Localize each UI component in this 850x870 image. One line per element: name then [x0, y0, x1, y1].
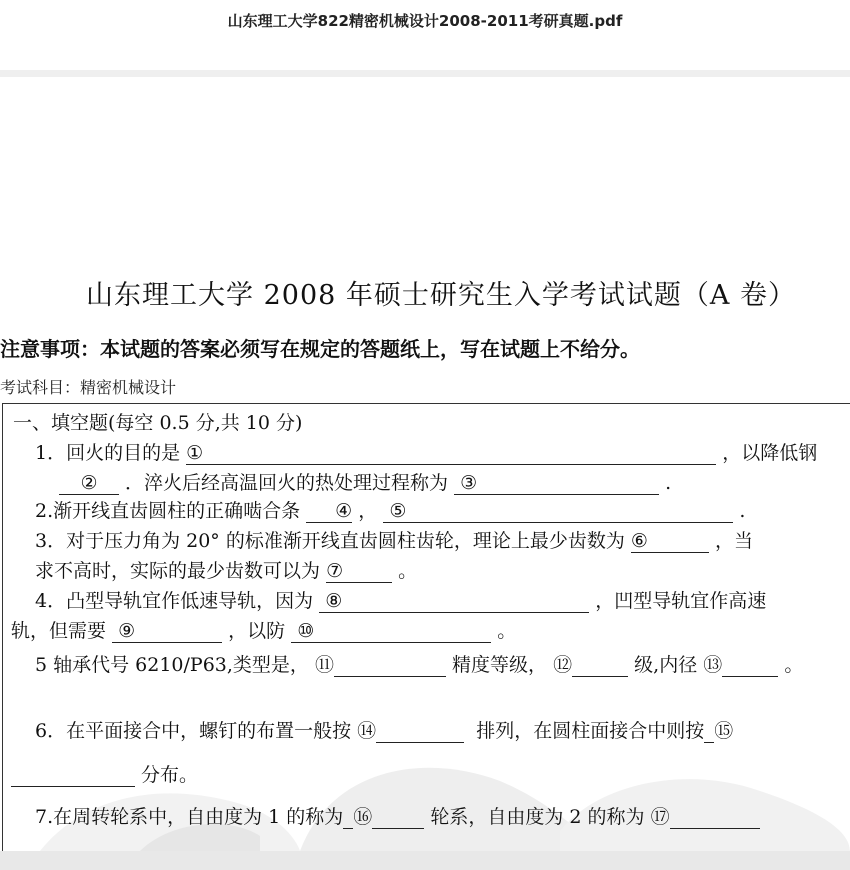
- q7-text-a: 7.在周转轮系中，自由度为 1 的称为: [35, 806, 344, 828]
- q5-text-c: 级,内径: [634, 654, 698, 676]
- question-1-line-2: [59, 468, 671, 495]
- q3-text-d: 。: [398, 560, 418, 582]
- blank-16: [372, 806, 424, 829]
- q4-text-a: 4．凸型导轨宜作低速导轨，因为: [35, 590, 314, 612]
- q4-text-c: 轨，但需要: [11, 620, 107, 642]
- question-3-line-1: [35, 526, 753, 553]
- q3-text-c: 求不高时，实际的最少齿数可以为: [35, 560, 321, 582]
- q4-text-e: 。: [497, 620, 517, 642]
- notice-text: 注意事项：本试题的答案必须写在规定的答题纸上，写在试题上不给分。: [0, 337, 640, 361]
- question-box: [2, 403, 850, 851]
- blank-13: [722, 654, 778, 677]
- blank-15-lead: [704, 720, 714, 743]
- exam-title: 山东理工大学 2008 年硕士研究生入学考试试题（A 卷）: [86, 280, 796, 311]
- blank-17: [670, 806, 760, 829]
- q4-text-b: ，凹型导轨宜作高速: [595, 590, 767, 612]
- q4-text-d: ，以防: [228, 620, 286, 642]
- blank-13-number: ⑬: [703, 654, 723, 676]
- blank-4-number: ④: [335, 500, 353, 522]
- q6-text-a: 6．在平面接合中，螺钉的布置一般按: [35, 720, 352, 742]
- question-2: [35, 496, 745, 523]
- blank-1-number: ①: [186, 442, 204, 464]
- q3-text-b: ，当: [714, 530, 753, 552]
- pdf-page: [0, 77, 850, 851]
- blank-5: [383, 500, 733, 523]
- blank-15: [11, 764, 135, 787]
- blank-6: [631, 530, 709, 553]
- blank-7-number: ⑦: [326, 560, 344, 582]
- blank-14-number: ⑭: [357, 720, 377, 742]
- blank-17-number: ⑰: [650, 806, 670, 828]
- exam-subject: 考试科目：精密机械设计: [0, 378, 177, 397]
- blank-16-number: ⑯: [353, 806, 373, 828]
- blank-10-number: ⑩: [297, 620, 315, 642]
- question-4-line-1: [35, 586, 766, 613]
- q1-text-b: ，以降低钢: [722, 442, 818, 464]
- blank-11: [334, 654, 446, 677]
- blank-14: [376, 720, 464, 743]
- q1-text-d: .: [665, 472, 672, 494]
- question-6-line-2: [11, 760, 198, 787]
- q2-text-c: .: [739, 500, 746, 522]
- question-6-line-1: [35, 716, 733, 743]
- blank-3-number: ③: [460, 472, 478, 494]
- blank-2: [59, 472, 119, 495]
- question-4-line-2: [11, 616, 516, 643]
- q7-text-b: 轮系，自由度为 2 的称为: [430, 806, 645, 828]
- q5-text-d: 。: [784, 654, 804, 676]
- file-title: 山东理工大学822精密机械设计2008-2011考研真题.pdf: [227, 12, 623, 30]
- question-1-line-1: [35, 438, 817, 465]
- blank-3: [454, 472, 659, 495]
- q6-text-b: 排列，在圆柱面接合中则按: [476, 720, 705, 742]
- blank-11-number: ⑪: [314, 654, 334, 676]
- q1-text-c: ．淬火后经高温回火的热处理过程称为: [125, 472, 449, 494]
- blank-5-number: ⑤: [389, 500, 407, 522]
- blank-10: [291, 620, 491, 643]
- question-7: [35, 802, 760, 829]
- blank-4: [306, 500, 352, 523]
- blank-7: [326, 560, 392, 583]
- blank-6-number: ⑥: [630, 530, 648, 552]
- blank-8: [319, 590, 589, 613]
- blank-1: [186, 442, 716, 465]
- q2-text-b: ，: [358, 500, 378, 522]
- question-3-line-2: [35, 556, 417, 583]
- blank-8-number: ⑧: [325, 590, 343, 612]
- blank-2-number: ②: [80, 472, 98, 494]
- q5-text-a: 5 轴承代号 6210/P63,类型是，: [35, 654, 309, 676]
- viewer-title-bar: [0, 0, 850, 70]
- q2-text-a: 2.渐开线直齿圆柱的正确啮合条: [35, 500, 301, 522]
- q5-text-b: 精度等级，: [452, 654, 548, 676]
- blank-15-number: ⑮: [714, 720, 734, 742]
- blank-9-number: ⑨: [118, 620, 136, 642]
- blank-12-number: ⑫: [553, 654, 573, 676]
- viewer-bottom-bar: [0, 851, 850, 870]
- blank-16-lead: [343, 806, 353, 829]
- q6-text-c: 分布。: [141, 764, 199, 786]
- q3-text-a: 3．对于压力角为 20° 的标准渐开线直齿圆柱齿轮，理论上最少齿数为: [35, 530, 625, 552]
- section-heading: 一、填空题(每空 0.5 分,共 10 分): [13, 412, 303, 434]
- blank-9: [112, 620, 222, 643]
- q1-text-a: 1．回火的目的是: [35, 442, 181, 464]
- question-5: [35, 650, 803, 677]
- blank-12: [572, 654, 628, 677]
